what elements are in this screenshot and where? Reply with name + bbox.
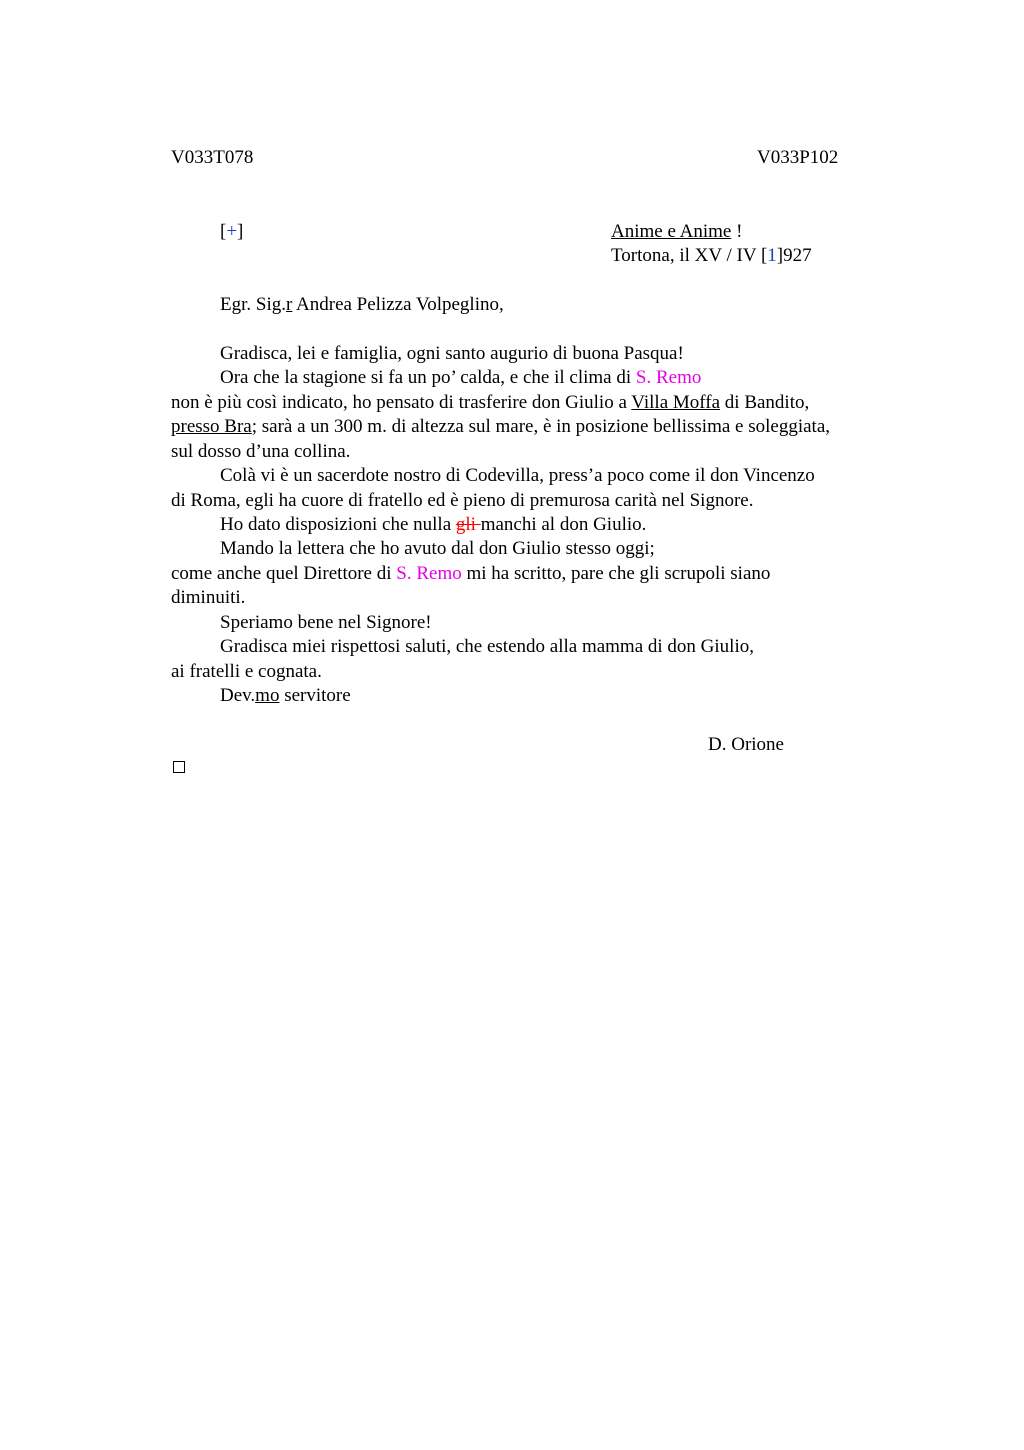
signature: D. Orione: [708, 734, 784, 755]
closing-end: servitore: [279, 685, 351, 706]
body-line-10-text-a: come anche quel Direttore di: [171, 563, 397, 584]
date-prefix: Tortona, il XV / IV [: [611, 245, 768, 266]
body-line-9: Mando la lettera che ho avuto dal don Giulio stesso oggi;: [220, 538, 655, 559]
body-line-11: diminuiti.: [171, 587, 246, 608]
body-line-10: [171, 562, 770, 586]
motto-suffix: !: [731, 221, 743, 242]
date-suffix: ]927: [776, 245, 812, 266]
body-line-8: [220, 513, 646, 537]
salutation-start: Egr. Sig.: [220, 294, 286, 315]
document-code-left: V033T078: [171, 147, 254, 168]
place-presso-bra: presso Bra: [171, 416, 252, 437]
closing-abbrev: mo: [255, 685, 280, 706]
closing-start: Dev.: [220, 685, 256, 706]
bracket-close: ]: [237, 221, 244, 242]
body-line-5: sul dosso d’una collina.: [171, 441, 351, 462]
body-line-3-text-a: non è più così indicato, ho pensato di trasferire don Giulio a: [171, 392, 632, 413]
motto-text: Anime e Anime: [611, 221, 732, 242]
body-line-4-text: ; sarà a un 300 m. di altezza sul mare, è in posizione bellissima e soleggiata,: [251, 416, 831, 437]
body-line-7: di Roma, egli ha cuore di fratello ed è pieno di premurosa carità nel Signore.: [171, 490, 754, 511]
body-line-3-text-b: di Bandito,: [720, 392, 810, 413]
struck-word: gli: [455, 514, 481, 535]
body-line-12: Speriamo bene nel Signore!: [220, 612, 432, 633]
body-line-2: [220, 366, 701, 390]
document-code-right: V033P102: [757, 147, 839, 168]
salutation-end: Andrea Pelizza Volpeglino,: [292, 294, 504, 315]
bracket-open: [: [220, 221, 227, 242]
place-san-remo: S. Remo: [635, 367, 702, 388]
end-marker-box-icon: [173, 761, 185, 773]
body-line-1: Gradisca, lei e famiglia, ogni santo augurio di buona Pasqua!: [220, 343, 684, 364]
date-insert: 1: [767, 245, 777, 266]
body-line-4: [171, 415, 830, 439]
body-line-14: ai fratelli e cognata.: [171, 661, 322, 682]
cross-symbol: +: [226, 221, 238, 242]
salutation: [220, 293, 504, 317]
body-line-13: Gradisca miei rispettosi saluti, che estendo alla mamma di don Giulio,: [220, 636, 754, 657]
body-line-6: Colà vi è un sacerdote nostro di Codevilla, press’a poco come il don Vincenzo: [220, 465, 815, 486]
date-line: [611, 244, 812, 268]
body-line-2-text: Ora che la stagione si fa un po’ calda, e che il clima di: [220, 367, 636, 388]
place-san-remo-2: S. Remo: [396, 563, 462, 584]
body-line-8-text-a: Ho dato disposizioni che nulla: [220, 514, 456, 535]
salutation-abbrev: r: [285, 294, 293, 315]
cross-marker: [220, 220, 243, 244]
body-line-8-text-b: manchi al don Giulio.: [480, 514, 647, 535]
body-line-10-text-b: mi ha scritto, pare che gli scrupoli siano: [461, 563, 771, 584]
place-villa-moffa: Villa Moffa: [631, 392, 721, 413]
body-line-3: [171, 391, 809, 415]
closing: [220, 684, 351, 708]
motto: [611, 220, 742, 244]
